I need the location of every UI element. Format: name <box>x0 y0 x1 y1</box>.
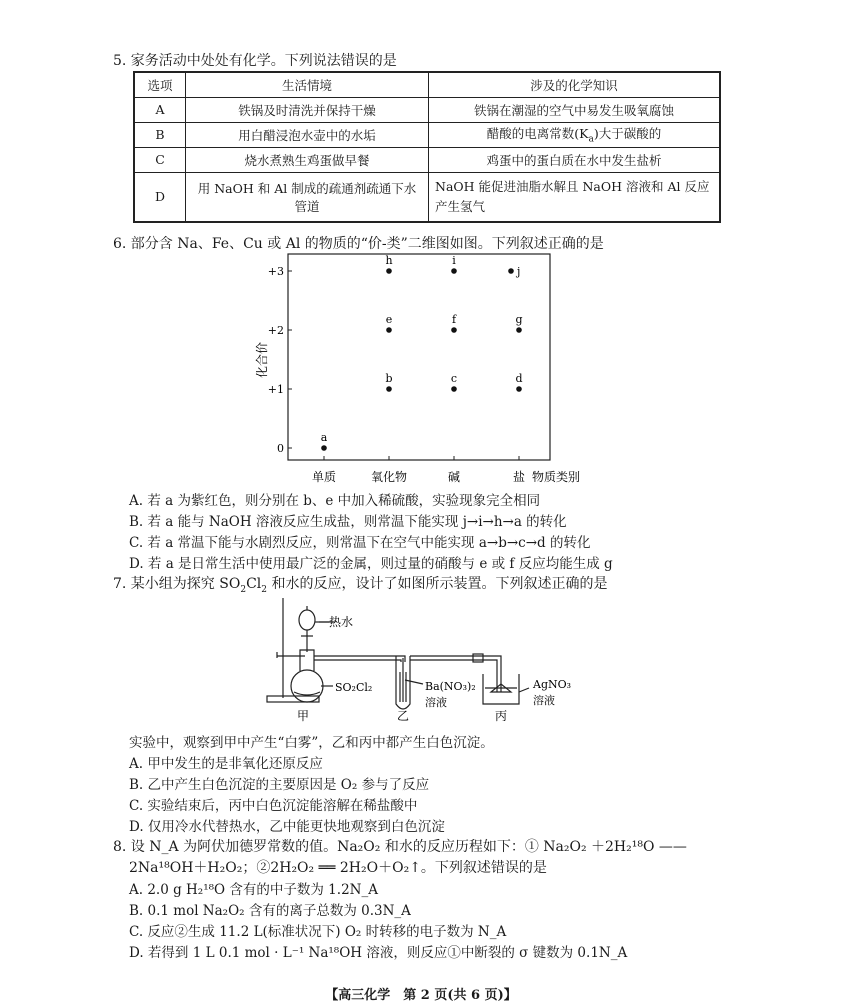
x-axis-label: 物质类别 <box>532 470 581 484</box>
table-row <box>134 172 720 222</box>
valence-class-chart <box>240 250 620 490</box>
point-h <box>386 268 392 274</box>
table-cell: 用 NaOH 和 Al 制成的疏通剂疏通下水管道 <box>186 172 429 222</box>
point-label-i: i <box>452 254 456 267</box>
table-cell: A <box>134 97 186 122</box>
table-cell: 烧水煮熟生鸡蛋做早餐 <box>186 147 429 172</box>
table-cell: 醋酸的电离常数$(K_a)$大于碳酸的 <box>429 122 721 147</box>
y-tick-label: +1 <box>267 383 284 396</box>
rubber-joint <box>473 654 483 662</box>
ba-label-2: 溶液 <box>425 696 447 709</box>
q7-option-a: A. 甲中发生的是非氧化还原反应 <box>129 756 323 772</box>
q8-line1: 8. 设 N_A 为阿伏加德罗常数的值。Na₂O₂ 和水的反应历程如下：① Na₂O₂ ＋2H₂¹⁸O —— <box>113 839 687 855</box>
point-e <box>386 327 392 333</box>
q5-stem: 5. 家务活动中处处有化学。下列说法错误的是 <box>113 53 397 69</box>
label-jia: 甲 <box>297 709 310 723</box>
y-axis-label: 化合价 <box>255 341 269 379</box>
q8-option-d: D. 若得到 1 L 0.1 mol · L⁻¹ Na¹⁸OH 溶液，则反应①中断裂的 σ 键数为 0.1N_A <box>129 945 628 961</box>
x-tick-label: 盐 <box>512 470 526 484</box>
ag-label-1: AgNO₃ <box>533 678 572 691</box>
q7-stem: 7. 某小组为探究 $SO_2Cl_2$ 和水的反应，设计了如图所示装置。下列叙述正确的是 <box>113 576 608 595</box>
q7-option-b: B. 乙中产生白色沉淀的主要原因是 O₂ 参与了反应 <box>129 777 430 793</box>
so2cl2-label: SO₂Cl₂ <box>335 681 373 694</box>
delivery-tube-1 <box>314 656 405 662</box>
table-header: 选项 <box>134 72 186 97</box>
table-cell: 铁锅在潮湿的空气中易发生吸氧腐蚀 <box>429 97 721 122</box>
table-cell: 鸡蛋中的蛋白质在水中发生盐析 <box>429 147 721 172</box>
point-label-g: g <box>515 313 523 326</box>
table-header: 生活情境 <box>186 72 429 97</box>
q7-intro: 实验中，观察到甲中产生“白雾”，乙和丙中都产生白色沉淀。 <box>129 735 494 751</box>
point-i <box>451 268 457 274</box>
point-f <box>451 327 457 333</box>
label-yi: 乙 <box>397 709 410 723</box>
q8-option-a: A. 2.0 g H₂¹⁸O 含有的中子数为 1.2N_A <box>129 882 378 898</box>
q6-option-a: A. 若 a 为紫红色，则分别在 b、e 中加入稀硫酸，实验现象完全相同 <box>129 493 541 509</box>
point-label-f: f <box>451 313 457 326</box>
ag-label-2: 溶液 <box>533 694 555 707</box>
y-tick-label: 0 <box>277 442 284 455</box>
point-label-j: j <box>517 265 521 278</box>
point-label-a: a <box>320 431 328 444</box>
table-cell: D <box>134 172 186 222</box>
hot-water-label: 热水 <box>329 615 354 629</box>
ba-label-1: Ba(NO₃)₂ <box>425 680 476 693</box>
point-g <box>516 327 522 333</box>
x-tick-label: 碱 <box>447 470 461 484</box>
y-tick-label: +2 <box>267 324 284 337</box>
point-a <box>321 445 327 451</box>
point-b <box>386 386 392 392</box>
q8-option-b: B. 0.1 mol Na₂O₂ 含有的离子总数为 0.3N_A <box>129 903 411 919</box>
q6-stem: 6. 部分含 Na、Fe、Cu 或 Al 的物质的“价-类”二维图如图。下列叙述正确的是 <box>113 236 604 252</box>
table-header: 涉及的化学知识 <box>429 72 721 97</box>
q8-option-c: C. 反应②生成 11.2 L(标准状况下) O₂ 时转移的电子数为 N_A <box>129 924 507 940</box>
point-label-d: d <box>515 372 523 385</box>
point-label-b: b <box>385 372 393 385</box>
table-cell: NaOH 能促进油脂水解且 NaOH 溶液和 Al 反应产生氢气 <box>429 172 721 222</box>
apparatus-diagram <box>255 592 595 724</box>
y-tick-label: +3 <box>267 265 284 278</box>
point-label-h: h <box>385 254 393 267</box>
x-tick-label: 氧化物 <box>370 470 408 484</box>
q6-option-d: D. 若 a 是日常生活中使用最广泛的金属，则过量的硝酸与 e 或 f 反应均能生成 g <box>129 556 613 572</box>
x-tick-label: 单质 <box>311 470 337 484</box>
q7-option-d: D. 仅用冷水代替热水，乙中能更快地观察到白色沉淀 <box>129 819 445 835</box>
q5-table <box>133 71 721 223</box>
dropping-funnel <box>299 610 315 630</box>
q6-option-b: B. 若 a 能与 NaOH 溶液反应生成盐，则常温下能实现 j→i→h→a 的转化 <box>129 514 567 530</box>
point-c <box>451 386 457 392</box>
table-row <box>134 122 720 147</box>
point-j <box>508 268 514 274</box>
table-row <box>134 97 720 122</box>
page-footer: 【高三化学 第 2 页(共 6 页)】 <box>325 988 517 1003</box>
label-bing: 丙 <box>495 709 508 723</box>
point-label-e: e <box>385 313 393 326</box>
round-bottom-flask <box>291 670 323 702</box>
table-cell: C <box>134 147 186 172</box>
table-row <box>134 147 720 172</box>
q7-option-c: C. 实验结束后，丙中白色沉淀能溶解在稀盐酸中 <box>129 798 418 814</box>
chart-frame <box>288 254 550 460</box>
point-label-c: c <box>450 372 458 385</box>
table-cell: B <box>134 122 186 147</box>
table-cell: 用白醋浸泡水壶中的水垢 <box>186 122 429 147</box>
table-cell: 铁锅及时清洗并保持干燥 <box>186 97 429 122</box>
point-d <box>516 386 522 392</box>
q8-line2: 2Na¹⁸OH＋H₂O₂；②2H₂O₂ ══ 2H₂O＋O₂↑。下列叙述错误的是 <box>129 860 547 876</box>
q6-option-c: C. 若 a 常温下能与水剧烈反应，则常温下在空气中能实现 a→b→c→d 的转化 <box>129 535 591 551</box>
